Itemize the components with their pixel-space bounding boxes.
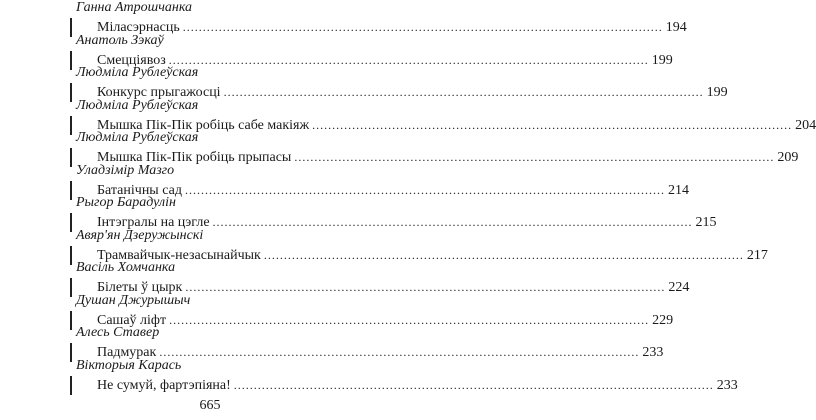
entry-rule <box>70 246 72 265</box>
entry-rule <box>70 148 72 167</box>
toc-author: Авяр'ян Дзеружынскі <box>76 227 204 243</box>
toc-entry-title: Смецціявоз <box>97 52 166 68</box>
toc-author: Людміла Рублеўская <box>76 65 199 80</box>
toc-author: Анатоль Зэкаў <box>76 32 164 48</box>
toc-author: Душан Джурышыч <box>76 292 191 308</box>
toc-leader-dots: ........................................................................................................................ <box>294 150 775 164</box>
toc-page-number: 194 <box>665 20 687 35</box>
toc-entry-title: Не сумуй, фартэпіяна! <box>97 377 231 393</box>
toc-page-number: 215 <box>695 215 717 230</box>
entry-rule <box>70 343 72 362</box>
toc-page-number: 224 <box>668 280 690 295</box>
toc-entry-title: Сашаў ліфт <box>97 312 167 328</box>
toc-leader-dots: ........................................................................................................................ <box>182 20 663 34</box>
toc-author: Вікторыя Карась <box>76 357 182 373</box>
toc-page-number: 233 <box>716 377 738 393</box>
toc-author: Ганна Атрошчанка <box>76 0 193 15</box>
toc-entry-title: Батанічны сад <box>97 182 182 198</box>
toc-entry-title: Конкурс прыгажосці <box>97 85 221 100</box>
toc-entry <box>97 377 738 393</box>
toc-entry-title: Міласэрнасць <box>97 20 180 35</box>
toc-author: Людміла Рублеўская <box>76 97 199 113</box>
entry-rule <box>70 181 72 200</box>
toc-leader-dots: ........................................................................................................................ <box>169 312 650 327</box>
toc-entry-title: Мышка Пік-Пік робіць прыпасы <box>97 150 292 165</box>
toc-author: Алесь Ставер <box>76 325 160 340</box>
toc-page-number: 199 <box>706 85 728 100</box>
entry-rule <box>70 311 72 330</box>
toc-page-number: 229 <box>652 312 674 328</box>
toc-leader-dots: ........................................................................................................................ <box>184 182 665 197</box>
toc-entry-title: Білеты ў цырк <box>97 280 183 295</box>
toc-entry-title: Інтэгралы на цэгле <box>97 215 210 230</box>
entry-rule <box>70 18 72 37</box>
entry-rule <box>70 376 72 395</box>
toc-page-number: 204 <box>795 117 816 133</box>
toc-page-number: 199 <box>651 52 673 68</box>
toc-page-number: 217 <box>746 247 768 263</box>
toc-author: Уладзімір Мазго <box>76 162 175 178</box>
toc-leader-dots: ........................................................................................................................ <box>168 52 649 67</box>
toc-leader-dots: ........................................................................................................................ <box>159 345 640 359</box>
toc-leader-dots: ........................................................................................................................ <box>212 215 693 229</box>
toc-entry-title: Трамвайчык-незасынайчык <box>97 247 261 263</box>
entry-rule <box>70 213 72 232</box>
toc-author: Людміла Рублеўская <box>76 130 199 145</box>
toc-entry-title: Падмурак <box>97 345 157 360</box>
page-number: 665 <box>199 398 221 413</box>
toc-page-number: 214 <box>667 182 689 198</box>
toc-author: Рыгор Барадулін <box>76 195 176 210</box>
toc-leader-dots: ........................................................................................................................ <box>185 280 666 294</box>
entry-rule <box>70 116 72 135</box>
toc-leader-dots: ........................................................................................................................ <box>223 85 704 99</box>
toc-author: Васіль Хомчанка <box>76 260 176 275</box>
toc-leader-dots: ........................................................................................................................ <box>233 377 714 392</box>
toc-page-number: 233 <box>642 345 664 360</box>
toc-page-number: 209 <box>777 150 799 165</box>
toc-leader-dots: ........................................................................................................................ <box>312 117 793 132</box>
entry-rule <box>70 51 72 70</box>
toc-leader-dots: ........................................................................................................................ <box>263 247 744 262</box>
entry-rule <box>70 83 72 102</box>
toc-entry-title: Мышка Пік-Пік робіць сабе макіяж <box>97 117 310 133</box>
entry-rule <box>70 278 72 297</box>
